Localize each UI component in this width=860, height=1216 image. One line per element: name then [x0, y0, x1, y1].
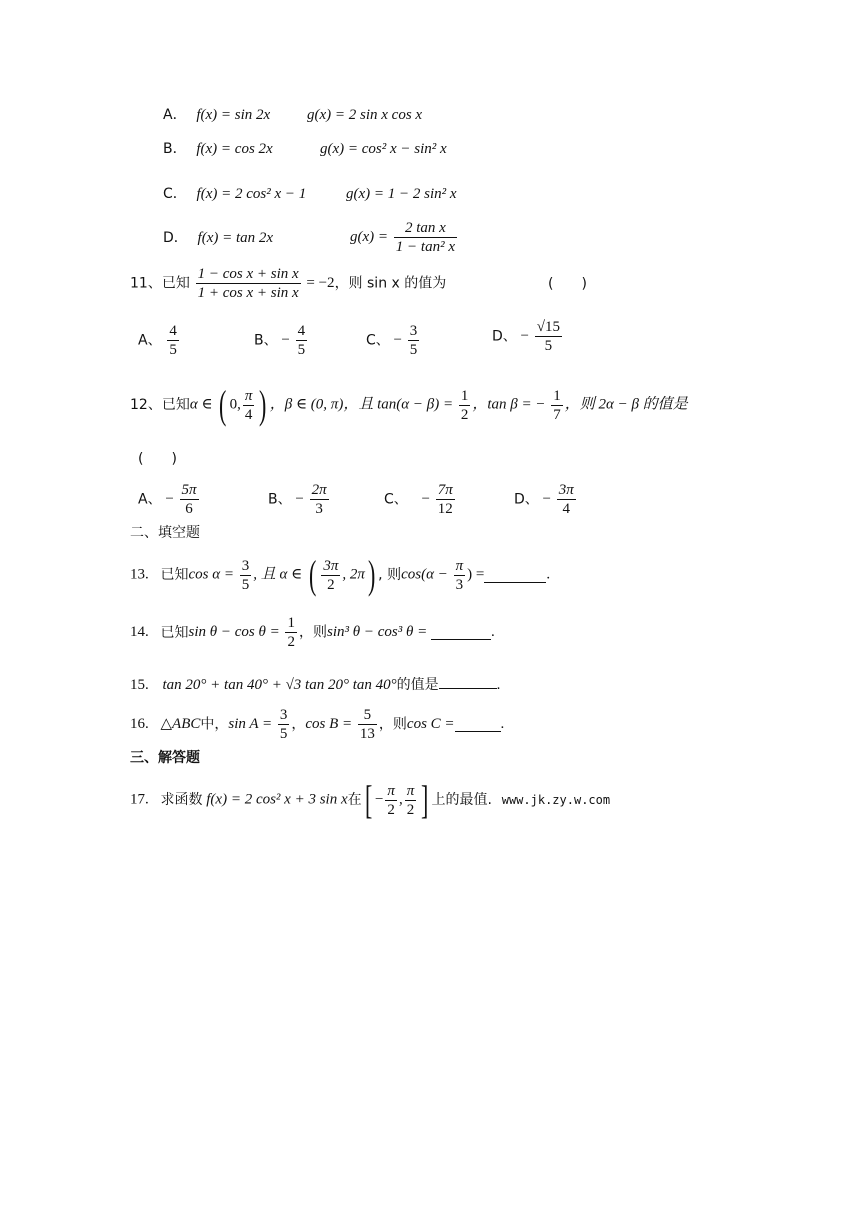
fraction [358, 706, 377, 743]
fraction [551, 387, 563, 424]
answer-blank[interactable] [439, 674, 497, 689]
option-label: B、 [268, 491, 292, 508]
numerator: 7π [437, 482, 453, 498]
fraction [394, 219, 457, 256]
q13-stem [130, 552, 551, 597]
question-text: 已知 [161, 275, 190, 292]
denominator: 2 [387, 801, 395, 818]
denominator: 4 [562, 501, 570, 517]
question-text: ，则 [378, 716, 407, 733]
denominator: 2 [287, 634, 295, 650]
fraction [243, 387, 255, 424]
fraction [454, 557, 466, 594]
option-label: C． [163, 186, 187, 202]
question-number: 14. [130, 624, 149, 640]
triangle-abc: △ABC [160, 716, 201, 732]
right-bracket: ] [421, 777, 429, 822]
numerator: √15 [536, 319, 560, 335]
expression: ) = [467, 566, 485, 583]
denominator: 1 − tan² x [395, 239, 455, 255]
fraction [405, 782, 417, 819]
fraction [385, 782, 397, 819]
denominator: 13 [359, 726, 375, 742]
fraction [278, 706, 290, 743]
numerator: 4 [169, 323, 177, 339]
option-label: C、 [366, 332, 390, 349]
numerator: π [244, 387, 253, 404]
fraction [167, 322, 179, 359]
denominator: 5 [409, 342, 418, 358]
q11-option-a [138, 322, 181, 359]
expression: cos C = [406, 716, 455, 732]
right-paren: ) [259, 382, 267, 427]
option-sign: − [295, 491, 304, 507]
expression: sin A = [228, 716, 273, 732]
option-label: A． [163, 107, 187, 123]
answer-bracket: ( ) [548, 276, 587, 292]
option-sign: − [542, 491, 551, 507]
denominator: 2 [460, 406, 469, 423]
q16-stem [130, 706, 504, 743]
question-text: ，则 [298, 624, 327, 641]
question-text: 在 [347, 792, 362, 808]
minus-sign: − [374, 791, 384, 808]
q10-option-a [163, 108, 270, 123]
option-label: D． [163, 230, 188, 246]
denominator: 2 [327, 576, 335, 593]
q17-stem [130, 777, 611, 822]
q10-option-d-g [350, 219, 459, 256]
answer-blank[interactable] [455, 717, 501, 732]
option-sign: − [165, 491, 174, 507]
q12-option-a [138, 481, 201, 518]
fraction [535, 318, 562, 355]
option-label: D、 [492, 328, 517, 345]
period: . [546, 566, 551, 583]
right-paren: ) [367, 552, 376, 597]
fraction [321, 557, 340, 594]
equals: = −2 [306, 275, 335, 291]
separator: ， [291, 716, 306, 733]
answer-blank[interactable] [484, 568, 546, 583]
question-number: 12、 [130, 397, 162, 413]
answer-bracket: ( ) [138, 451, 177, 467]
left-paren: ( [308, 552, 317, 597]
comma: , [398, 791, 403, 808]
question-text: 已知 [160, 624, 189, 641]
q10-option-b [163, 142, 273, 157]
denominator: 1 + cos x + sin x [197, 285, 299, 301]
denominator: 3 [315, 501, 323, 517]
numerator: 1 − cos x + sin x [197, 266, 299, 282]
numerator: 3π [323, 557, 339, 574]
numerator: 1 [460, 387, 469, 404]
option-f: f(x) = tan 2x [197, 230, 274, 246]
q14-stem [130, 614, 495, 651]
question-number: 11、 [130, 275, 162, 292]
fraction [557, 481, 576, 518]
fraction [240, 557, 252, 594]
numerator: 5π [181, 482, 197, 498]
fraction [196, 265, 301, 302]
period: . [490, 624, 495, 640]
site-watermark-text: www.jk.zy.w.com [501, 793, 611, 807]
numerator: π [406, 782, 415, 799]
expression: sin θ − cos θ = [188, 624, 280, 640]
question-text: 已知 [161, 397, 190, 413]
question-text: 中， [200, 716, 229, 733]
denominator: 5 [297, 342, 306, 358]
option-sign: − [520, 328, 529, 344]
q11-stem [130, 265, 446, 302]
denominator: 2 [406, 801, 415, 818]
numerator: 1 [287, 615, 295, 631]
beta-in: ，β ∈ (0, π) [269, 396, 344, 413]
question-text: ，则 2α − β 的值是 [564, 396, 688, 413]
q15-stem [130, 674, 500, 693]
option-label: B、 [254, 332, 278, 349]
numerator: 5 [358, 706, 377, 725]
q12-option-b [268, 481, 331, 518]
q12-stem [130, 382, 688, 427]
denominator: 4 [244, 406, 253, 423]
numerator: 3 [279, 707, 288, 723]
fraction [459, 387, 471, 424]
q10-option-b-g: g(x) = cos² x − sin² x [320, 141, 447, 157]
alpha-in: α ∈ [189, 396, 213, 413]
interval-right: , 2π [342, 566, 365, 583]
left-paren: ( [219, 382, 227, 427]
fraction [436, 481, 455, 518]
option-sign: − [421, 491, 430, 507]
q10-option-c-g: g(x) = 1 − 2 sin² x [346, 186, 457, 202]
question-text: 的值是 [396, 677, 439, 693]
fraction [180, 481, 199, 518]
question-number: 13. [130, 566, 149, 583]
option-sign: − [281, 332, 290, 348]
question-text: 已知 [160, 567, 189, 583]
numerator: 3π [558, 482, 574, 498]
option-f: f(x) = sin 2x [196, 107, 271, 123]
fraction [408, 322, 420, 359]
numerator: 2π [311, 482, 327, 498]
numerator: 3 [241, 557, 250, 574]
question-text: 求函数 [160, 792, 203, 808]
g-lhs: g(x) = [350, 229, 389, 245]
fraction [310, 481, 329, 518]
interval-left: 0, [229, 396, 241, 413]
answer-blank[interactable] [431, 625, 491, 640]
expression: f(x) = 2 cos² x + 3 sin x [206, 791, 348, 808]
q10-option-d [163, 231, 273, 246]
denominator: 7 [553, 406, 561, 423]
numerator: π [387, 782, 395, 799]
numerator: 2 tan x [394, 219, 457, 238]
denominator: 5 [279, 726, 288, 742]
denominator: 5 [169, 342, 177, 358]
question-text: , 则 [378, 567, 402, 583]
option-label: A、 [138, 332, 162, 349]
expression: tan 20° + tan 40° + √3 tan 20° tan 40° [162, 677, 397, 693]
numerator: 3 [409, 323, 418, 339]
q10-option-a-g: g(x) = 2 sin x cos x [307, 107, 423, 123]
cos-alpha: cos α = [188, 566, 234, 583]
q11-option-b [254, 322, 309, 359]
question-number: 15. [130, 677, 149, 693]
fraction [285, 614, 297, 651]
question-number: 17. [130, 791, 149, 808]
question-text: ，则 sin x 的值为 [334, 275, 447, 292]
condition-1: ，且 tan(α − β) = [343, 396, 454, 413]
q10-option-c [163, 187, 306, 202]
option-label: C、 [384, 491, 408, 508]
q12-option-c [384, 481, 457, 518]
expression: cos B = [305, 716, 353, 732]
fraction [296, 322, 308, 359]
q11-option-d [492, 318, 564, 355]
q12-option-d [514, 481, 578, 518]
denominator: 6 [185, 501, 193, 517]
condition-2: ，tan β = − [472, 396, 546, 413]
option-label: A、 [138, 491, 162, 508]
denominator: 12 [437, 501, 453, 517]
period: . [496, 677, 501, 693]
q11-option-c [366, 322, 421, 359]
section-heading-solve: 三、解答题 [130, 750, 200, 766]
option-label: B． [163, 141, 187, 157]
numerator: 4 [297, 323, 306, 339]
option-f: f(x) = cos 2x [196, 141, 273, 157]
option-f: f(x) = 2 cos² x − 1 [196, 186, 307, 202]
denominator: 5 [544, 338, 553, 354]
question-number: 16. [130, 716, 149, 732]
numerator: π [455, 557, 464, 574]
numerator: 1 [553, 387, 561, 404]
question-text: , 且 α ∈ [253, 566, 303, 583]
expression: cos(α − [401, 566, 448, 583]
option-sign: − [393, 332, 402, 348]
denominator: 3 [455, 576, 464, 593]
left-bracket: [ [364, 777, 372, 822]
expression: sin³ θ − cos³ θ = [326, 624, 428, 640]
period: . [500, 716, 505, 732]
option-label: D、 [514, 491, 539, 508]
denominator: 5 [241, 576, 250, 593]
section-heading-fill-in: 二、填空题 [130, 525, 200, 541]
question-text: 上的最值. [431, 792, 492, 808]
